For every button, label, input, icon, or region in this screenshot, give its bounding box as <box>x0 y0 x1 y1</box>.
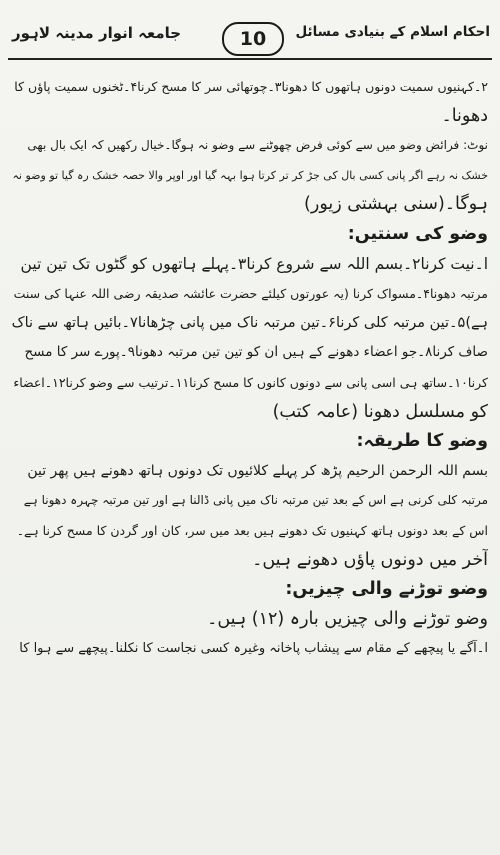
text-line: کرنا۱۰۔ساتھ ہی اسی پانی سے دونوں کانوں کا مسح کرنا۱۱۔ترتیب سے وضو کرنا۱۲۔اعضاء <box>13 374 488 390</box>
text-line: ا۔نیت کرنا۲۔بسم اللہ سے شروع کرنا۳۔پہلے ہاتھوں کو گٹوں تک تین تین <box>20 254 488 273</box>
publisher-name: جامعہ انوار مدینہ لاہور <box>12 24 182 42</box>
text-line: ۲۔کہنیوں سمیت دونوں ہاتھوں کا دھونا۳۔چوتھائی سر کا مسح کرنا۴۔ٹخنوں سمیت پاؤں کا <box>14 79 488 94</box>
section-heading-nullifiers: وضو توڑنے والی چیزیں: <box>285 579 488 600</box>
text-line: مرتبہ دھونا۴۔مسواک کرنا (یہ عورتوں کیلئے حضرت عائشہ صدیقہ رضی اللہ عنہا کی سنت <box>13 286 488 302</box>
book-title: احکام اسلام کے بنیادی مسائل <box>295 24 490 40</box>
text-line: دھونا۔ <box>441 105 488 126</box>
text-line: آخر میں دونوں پاؤں دھونے ہیں۔ <box>252 549 488 570</box>
text-line: مرتبہ کلی کرنی ہے اس کے بعد تین مرتبہ ناک میں پانی ڈالنا ہے اور تین مرتبہ چہرہ دھونا ہے <box>23 493 488 508</box>
text-line: ہوگا۔(سنی بہشتی زیور) <box>304 194 488 215</box>
section-heading-sunnah: وضو کی سنتیں: <box>347 223 488 244</box>
header-divider <box>8 58 492 60</box>
text-line: وضو توڑنے والی چیزیں بارہ (۱۲) ہیں۔ <box>207 608 488 629</box>
text-line: بسم اللہ الرحمن الرحیم پڑھ کر پہلے کلائیوں تک دونوں ہاتھ دھونے ہیں پھر تین <box>27 462 488 479</box>
text-line: خشک نہ رہے اگر پانی کسی بال کی جڑ کر تر کرتا ہوا بہہ گیا اور اوپر والا حصہ خشک رہ گیا تو وضو نہ <box>12 168 488 182</box>
page-number-badge: 10 <box>222 22 284 56</box>
note-line: نوٹ: فرائض وضو میں سے کوئی فرض چھوٹنے سے وضو نہ ہوگا۔خیال رکھیں کہ ایک بال بھی <box>27 138 488 153</box>
text-line: صاف کرنا۸۔جو اعضاء دھونے کے ہیں ان کو تین تین مرتبہ دھونا۹۔پورے سر کا مسح <box>24 344 488 361</box>
text-line: ا۔آگے یا پیچھے کے مقام سے پیشاب پاخانہ وغیرہ کسی نجاست کا نکلنا۔پیچھے سے ہوا کا <box>19 641 488 657</box>
text-line: کو مسلسل دھونا (عامہ کتب) <box>272 401 488 422</box>
text-line: ہے)۵۔تین مرتبہ کلی کرنا۶۔تین مرتبہ ناک میں پانی چڑھانا۷۔بائیں ہاتھ سے ناک <box>12 314 488 331</box>
section-heading-method: وضو کا طریقہ: <box>356 431 488 452</box>
page-body <box>12 72 488 664</box>
text-line: اس کے بعد دونوں ہاتھ کہنیوں تک دھونے ہیں بعد میں سر، کان اور گردن کا مسح کرنا ہے۔ <box>16 522 488 538</box>
page-header <box>8 20 492 60</box>
